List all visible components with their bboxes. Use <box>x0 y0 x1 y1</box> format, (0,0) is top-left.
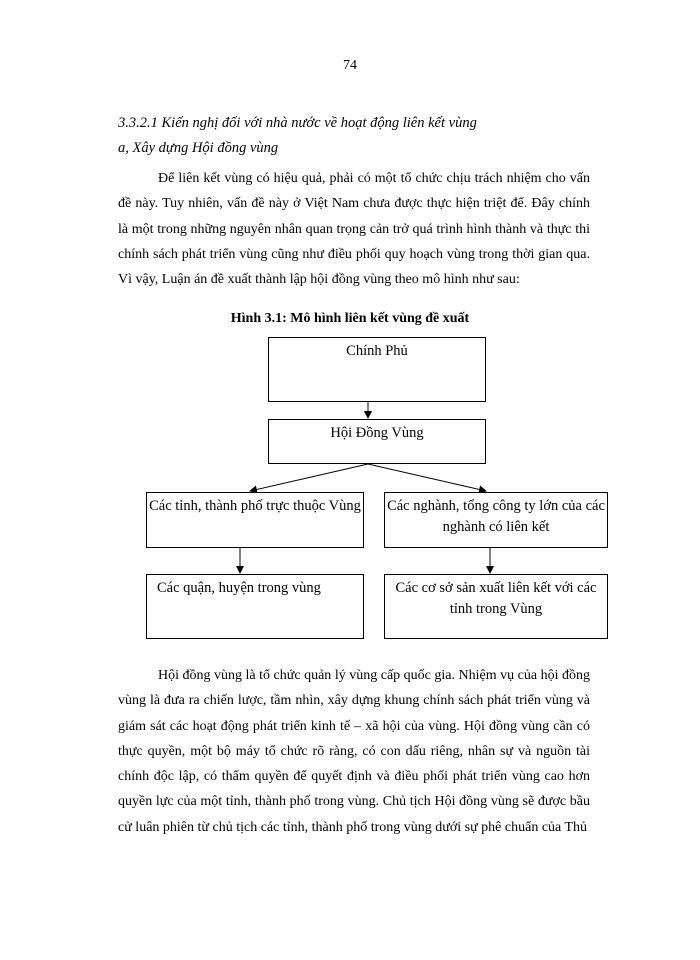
box-districts: Các quận, huyện trong vùng <box>146 574 364 639</box>
arrow-council-to-industries <box>368 464 486 491</box>
arrow-council-to-provinces <box>250 464 368 491</box>
intro-paragraph: Để liên kết vùng có hiệu quả, phải có một tổ chức chịu trách nhiệm cho vấn đề này. Tuy nhiên, vấn đề này ở Việt Nam chưa được thực hiện triệt để. Đây chính là một trong những nguyên nhân quan trọng cản trở quá trình hình thành và thực thi chính sách phát triển vùng cũng như điều phối quy hoạch vùng trong thời gian qua. Vì vậy, Luận án đề xuất thành lập hội đồng vùng theo mô hình như sau: <box>118 171 590 288</box>
figure-caption: Hình 3.1: Mô hình liên kết vùng đề xuất <box>230 311 470 326</box>
box-industries: Các nghành, tổng công ty lớn của các nghành có liên kết <box>384 492 608 548</box>
page-number: 74 <box>343 58 357 73</box>
box-government: Chính Phủ <box>268 337 486 402</box>
council-description-paragraph: Hội đồng vùng là tổ chức quản lý vùng cấp quốc gia. Nhiệm vụ của hội đồng vùng là đưa ra chiến lược, tầm nhìn, xây dựng khung chính sách phát triển vùng và giám sát các hoạt động phát triển kinh tế – xã hội của vùng. Hội đồng vùng cần có thực quyền, một bộ máy tổ chức rõ ràng, có con dấu riêng, nhân sự và nguồn tài chính độc lập, có thẩm quyền để quyết định và điều phối phát triển vùng cao hơn quyền lực của một tỉnh, thành phố trong vùng. Chủ tịch Hội đồng vùng sẽ được bầu cử luân phiên từ chủ tịch các tỉnh, thành phố trong vùng dưới sự phê chuẩn của Thủ <box>118 668 590 835</box>
subsection-heading: a, Xây dựng Hội đồng vùng <box>118 140 279 156</box>
box-regional-council: Hội Đồng Vùng <box>268 419 486 464</box>
box-provinces: Các tỉnh, thành phố trực thuộc Vùng <box>146 492 364 548</box>
section-heading: 3.3.2.1 Kiến nghị đối với nhà nước về hoạt động liên kết vùng <box>118 115 477 131</box>
box-production-bases: Các cơ sở sản xuất liên kết với các tỉnh trong Vùng <box>384 574 608 639</box>
